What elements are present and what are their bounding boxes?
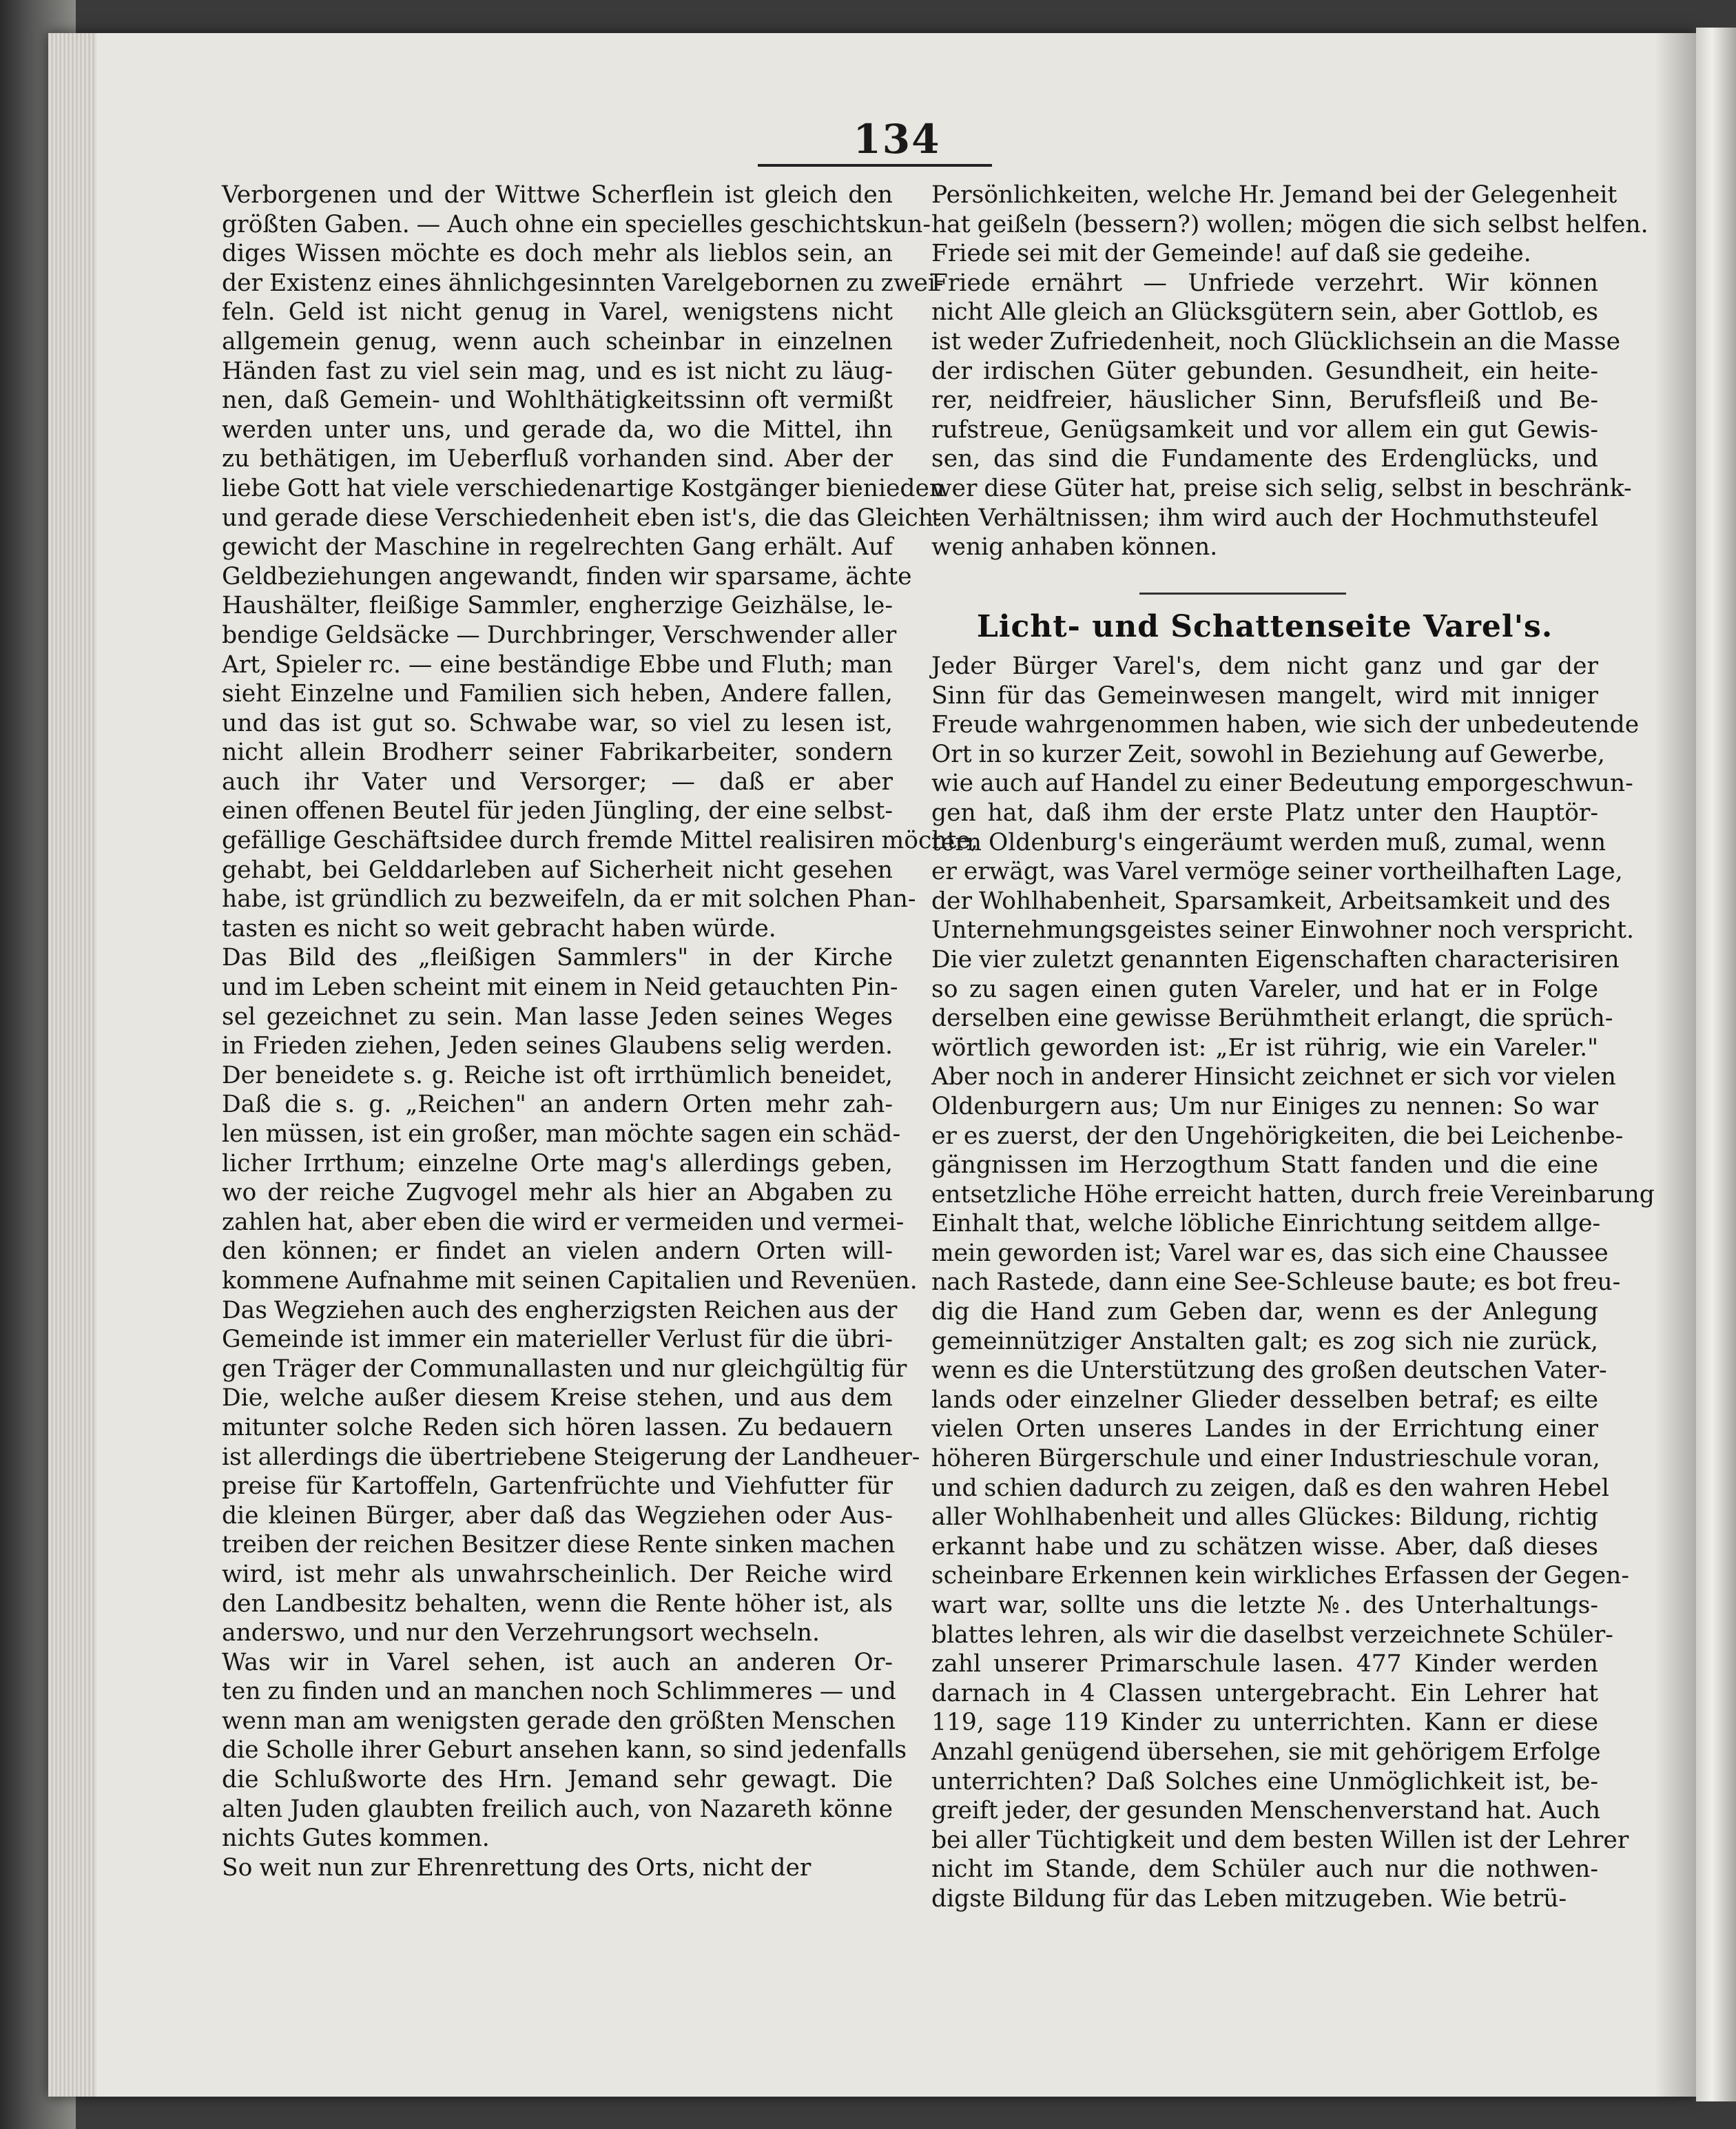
text-line: sel gezeichnet zu sein. Man lasse Jeden seines Weges [222,1002,893,1031]
text-line: sieht Einzelne und Familien sich heben, Andere fallen, [222,680,893,708]
text-line: er erwägt, was Varel vermöge seiner vortheilhaften Lage, [931,858,1623,886]
text-line: gen Träger der Communallasten und nur gleichgültig für [222,1355,907,1383]
text-line: bei aller Tüchtigkeit und dem besten Willen ist der Lehrer [931,1826,1629,1854]
text-line: größten Gaben. — Auch ohne ein specielles geschichtskun- [222,210,931,238]
text-line: len müssen, ist ein großer, man möchte sagen ein schäd- [222,1120,901,1148]
text-line: Unternehmungsgeistes seiner Einwohner noch verspricht. [931,916,1634,945]
text-line: wer diese Güter hat, preise sich selig, selbst in beschränk- [931,474,1632,502]
text-line: die kleinen Bürger, aber daß das Wegziehen oder Aus- [222,1501,893,1530]
text-line: und schien dadurch zu zeigen, daß es den wahren Hebel [931,1474,1609,1502]
text-line: Haushälter, fleißige Sammler, engherzige Geizhälse, le- [222,592,893,620]
text-line: Händen fast zu viel sein mag, und es ist nicht zu läug- [222,357,893,385]
text-line: nichts Gutes kommen. [222,1824,490,1853]
text-line: nicht im Stande, dem Schüler auch nur die nothwen- [931,1855,1598,1884]
text-line: sen, das sind die Fundamente des Erdenglücks, und [931,445,1598,473]
text-line: wird, ist mehr als unwahrscheinlich. Der Reiche wird [222,1560,893,1588]
text-line: mein geworden ist; Varel war es, das sich eine Chaussee [931,1239,1609,1267]
text-line: Oldenburgern aus; Um nur Einiges zu nennen: So war [931,1092,1598,1120]
text-line: derselben eine gewisse Berühmtheit erlangt, die sprüch- [931,1005,1613,1033]
text-line: zahl unserer Primarschule lasen. 477 Kinder werden [931,1650,1598,1678]
text-line: Friede sei mit der Gemeinde! auf daß sie gedeihe. [931,240,1531,268]
text-line: er es zuerst, der den Ungehörigkeiten, die bei Leichenbe- [931,1122,1624,1150]
text-line: auch ihr Vater und Versorger; — daß er aber [222,768,893,796]
text-line: habe, ist gründlich zu bezweifeln, da er mit solchen Phan- [222,885,916,914]
text-line: Gemeinde ist immer ein materieller Verlust für die übri- [222,1326,893,1354]
text-line: Sinn für das Gemeinwesen mangelt, wird mit inniger [931,681,1598,710]
text-line: wart war, sollte uns die letzte №. des Unterhaltungs- [931,1592,1598,1619]
text-line: Die vier zuletzt genannten Eigenschaften characterisiren [931,945,1620,974]
text-line: Das Wegziehen auch des engherzigsten Reichen aus der [222,1296,898,1324]
text-line: kommene Aufnahme mit seinen Capitalien und Revenüen. [222,1266,918,1295]
text-line: ist weder Zufriedenheit, noch Glücklichsein an die Masse [931,327,1621,356]
section-heading: Licht- und Schattenseite Varel's. [976,609,1553,644]
text-line: der Existenz eines ähnlichgesinnten Varelgebornen zu zwei- [222,269,944,297]
text-line: wie auch auf Handel zu einer Bedeutung emporgeschwun- [931,770,1633,798]
text-line: erkannt habe und zu schätzen wisse. Aber, daß dieses [931,1532,1598,1561]
text-line: licher Irrthum; einzelne Orte mag's allerdings geben, [222,1149,893,1177]
text-line: entsetzliche Höhe erreicht hatten, durch freie Vereinbarung [931,1180,1655,1209]
text-line: hat geißeln (bessern?) wollen; mögen die sich selbst helfen. [931,210,1649,238]
right-text-column [931,181,1649,562]
text-line: wenn es die Unterstützung des großen deutschen Vater- [931,1357,1607,1385]
text-line: preise für Kartoffeln, Gartenfrüchte und Viehfutter für [222,1472,893,1501]
text-line: Daß die s. g. „Reichen" an andern Orten mehr zah- [222,1091,893,1119]
adjacent-page-edge [1696,28,1736,2101]
left-text-column [222,181,978,1882]
text-line: rer, neidfreier, häuslicher Sinn, Berufsfleiß und Be- [931,387,1598,415]
text-line: allgemein genug, wenn auch scheinbar in einzelnen [222,327,893,356]
text-line: und gerade diese Verschiedenheit eben ist's, die das Gleich- [222,504,942,532]
text-line: wo der reiche Zugvogel mehr als hier an Abgaben zu [222,1179,893,1207]
text-line: Freude wahrgenommen haben, wie sich der unbedeutende [931,711,1640,739]
text-line: gen hat, daß ihm der erste Platz unter den Hauptör- [931,799,1598,827]
right-column-top-text [931,181,1649,562]
text-line: lands oder einzelner Glieder desselben betraf; es eilte [931,1386,1598,1414]
text-line: ist allerdings die übertriebene Steigerung der Landheuer- [222,1443,920,1471]
text-line: greift jeder, der gesunden Menschenverstand hat. Auch [931,1797,1601,1825]
text-line: Aber noch in anderer Hinsicht zeichnet er sich vor vielen [931,1063,1616,1091]
page-number: 134 [853,116,941,163]
text-line: die Schlußworte des Hrn. Jemand sehr gewagt. Die [222,1766,893,1794]
text-line: so zu sagen einen guten Vareler, und hat er in Folge [931,975,1598,1003]
text-line: alten Juden glaubten freilich auch, von Nazareth könne [222,1795,893,1823]
text-line: scheinbare Erkennen kein wirkliches Erfassen der Gegen- [931,1562,1630,1590]
text-line: gefällige Geschäftsidee durch fremde Mittel realisiren möchte, [222,827,978,855]
text-line: tasten es nicht so weit gebracht haben würde. [222,914,776,943]
text-line: digste Bildung für das Leben mitzugeben. Wie betrü- [931,1884,1567,1913]
text-line: feln. Geld ist nicht genug in Varel, wenigstens nicht [222,298,893,327]
gutter-shadow [1655,33,1696,2097]
text-line: den Landbesitz behalten, wenn die Rente höher ist, als [222,1590,893,1618]
text-line: zu bethätigen, im Ueberfluß vorhanden sind. Aber der [222,445,893,473]
text-line: 119, sage 119 Kinder zu unterrichten. Kann er diese [931,1709,1598,1737]
text-line: vielen Orten unseres Landes in der Errichtung einer [931,1415,1598,1443]
text-line: nach Rastede, dann eine See-Schleuse baute; es bot freu- [931,1268,1621,1297]
text-line: darnach in 4 Classen untergebracht. Ein Lehrer hat [931,1679,1598,1707]
text-line: Ort in so kurzer Zeit, sowohl in Beziehung auf Gewerbe, [931,740,1605,768]
right-column-article-text [931,652,1655,1914]
text-line: höheren Bürgerschule und einer Industrieschule voran, [931,1445,1600,1473]
header-rule [758,164,992,167]
text-line: gängnissen im Herzogthum Statt fanden und die eine [931,1151,1598,1180]
text-line: Art, Spieler rc. — eine beständige Ebbe und Fluth; man [222,650,893,679]
text-line: zahlen hat, aber eben die wird er vermeiden und vermei- [222,1208,905,1236]
text-line: Was wir in Varel sehen, ist auch an anderen Or- [222,1648,893,1676]
text-line: Friede ernährt — Unfriede verzehrt. Wir können [931,269,1598,297]
text-line: aller Wohlhabenheit und alles Glückes: Bildung, richtig [931,1503,1598,1532]
text-line: Die, welche außer diesem Kreise stehen, und aus dem [222,1384,893,1412]
text-line: unterrichten? Daß Solches eine Unmöglichkeit ist, be- [931,1767,1598,1796]
text-line: wenig anhaben können. [931,533,1218,562]
text-line: Das Bild des „fleißigen Sammlers" in der Kirche [222,944,893,972]
text-line: mitunter solche Reden sich hören lassen. Zu bedauern [222,1413,893,1441]
text-line: gewicht der Maschine in regelrechten Gang erhält. Auf [222,533,893,562]
text-line: die Scholle ihrer Geburt ansehen kann, so sind jedenfalls [222,1736,907,1765]
text-line: den können; er findet an vielen andern Orten will- [222,1237,893,1266]
text-line: blattes lehren, als wir die daselbst verzeichnete Schüler- [931,1621,1613,1649]
text-line: werden unter uns, und gerade da, wo die Mittel, ihn [222,415,893,444]
text-line: Persönlichkeiten, welche Hr. Jemand bei der Gelegenheit [931,181,1618,209]
text-line: der Wohlhabenheit, Sparsamkeit, Arbeitsamkeit und des [931,887,1611,915]
section-divider-rule [1139,593,1346,595]
text-line: gehabt, bei Gelddarleben auf Sicherheit nicht gesehen [222,856,893,884]
text-line: ten Verhältnissen; ihm wird auch der Hochmuthsteufel [931,504,1598,532]
text-line: und im Leben scheint mit einem in Neid getauchten Pin- [222,974,898,1002]
text-line: nen, daß Gemein- und Wohlthätigkeitssinn oft vermißt [222,387,893,415]
text-line: dig die Hand zum Geben dar, wenn es der Anlegung [931,1298,1598,1326]
text-line: und das ist gut so. Schwabe war, so viel zu lesen ist, [222,709,893,737]
text-line: treiben der reichen Besitzer diese Rente sinken machen [222,1531,896,1559]
text-line: Geldbeziehungen angewandt, finden wir sparsame, ächte [222,562,912,590]
text-line: liebe Gott hat viele verschiedenartige Kostgänger bienieden [222,474,945,502]
text-line: wenn man am wenigsten gerade den größten Menschen [222,1707,896,1735]
text-line: diges Wissen möchte es doch mehr als lieblos sein, an [222,240,893,268]
text-line: Der beneidete s. g. Reiche ist oft irrthümlich beneidet, [222,1061,893,1089]
text-line: anderswo, und nur den Verzehrungsort wechseln. [222,1619,820,1647]
text-line: wörtlich geworden ist: „Er ist rührig, wie ein Vareler." [931,1033,1598,1062]
page-stack-edge [48,33,96,2097]
text-line: der irdischen Güter gebunden. Gesundheit, ein heite- [931,357,1598,385]
text-line: bendige Geldsäcke — Durchbringer, Verschwender aller [222,621,897,649]
text-line: tern Oldenburg's eingeräumt werden muß, zumal, wenn [931,828,1606,856]
text-line: So weit nun zur Ehrenrettung des Orts, nicht der [222,1853,812,1882]
text-line: Jeder Bürger Varel's, dem nicht ganz und gar der [931,652,1598,680]
text-line: Anzahl genügend übersehen, sie mit gehörigem Erfolge [931,1738,1601,1766]
text-line: Einhalt that, welche löbliche Einrichtung seitdem allge- [931,1210,1601,1238]
text-line: nicht allein Brodherr seiner Fabrikarbeiter, sondern [222,739,893,767]
text-line: in Frieden ziehen, Jeden seines Glaubens selig werden. [222,1032,893,1060]
text-line: gemeinnütziger Anstalten galt; es zog sich nie zurück, [931,1327,1598,1355]
text-line: nicht Alle gleich an Glücksgütern sein, aber Gottlob, es [931,298,1598,327]
text-line: einen offenen Beutel für jeden Jüngling, der eine selbst- [222,797,893,825]
text-line: rufstreue, Genügsamkeit und vor allem ein gut Gewis- [931,415,1598,444]
text-line: ten zu finden und an manchen noch Schlimmeres — und [222,1678,896,1706]
text-line: Verborgenen und der Wittwe Scherflein ist gleich den [222,181,893,209]
